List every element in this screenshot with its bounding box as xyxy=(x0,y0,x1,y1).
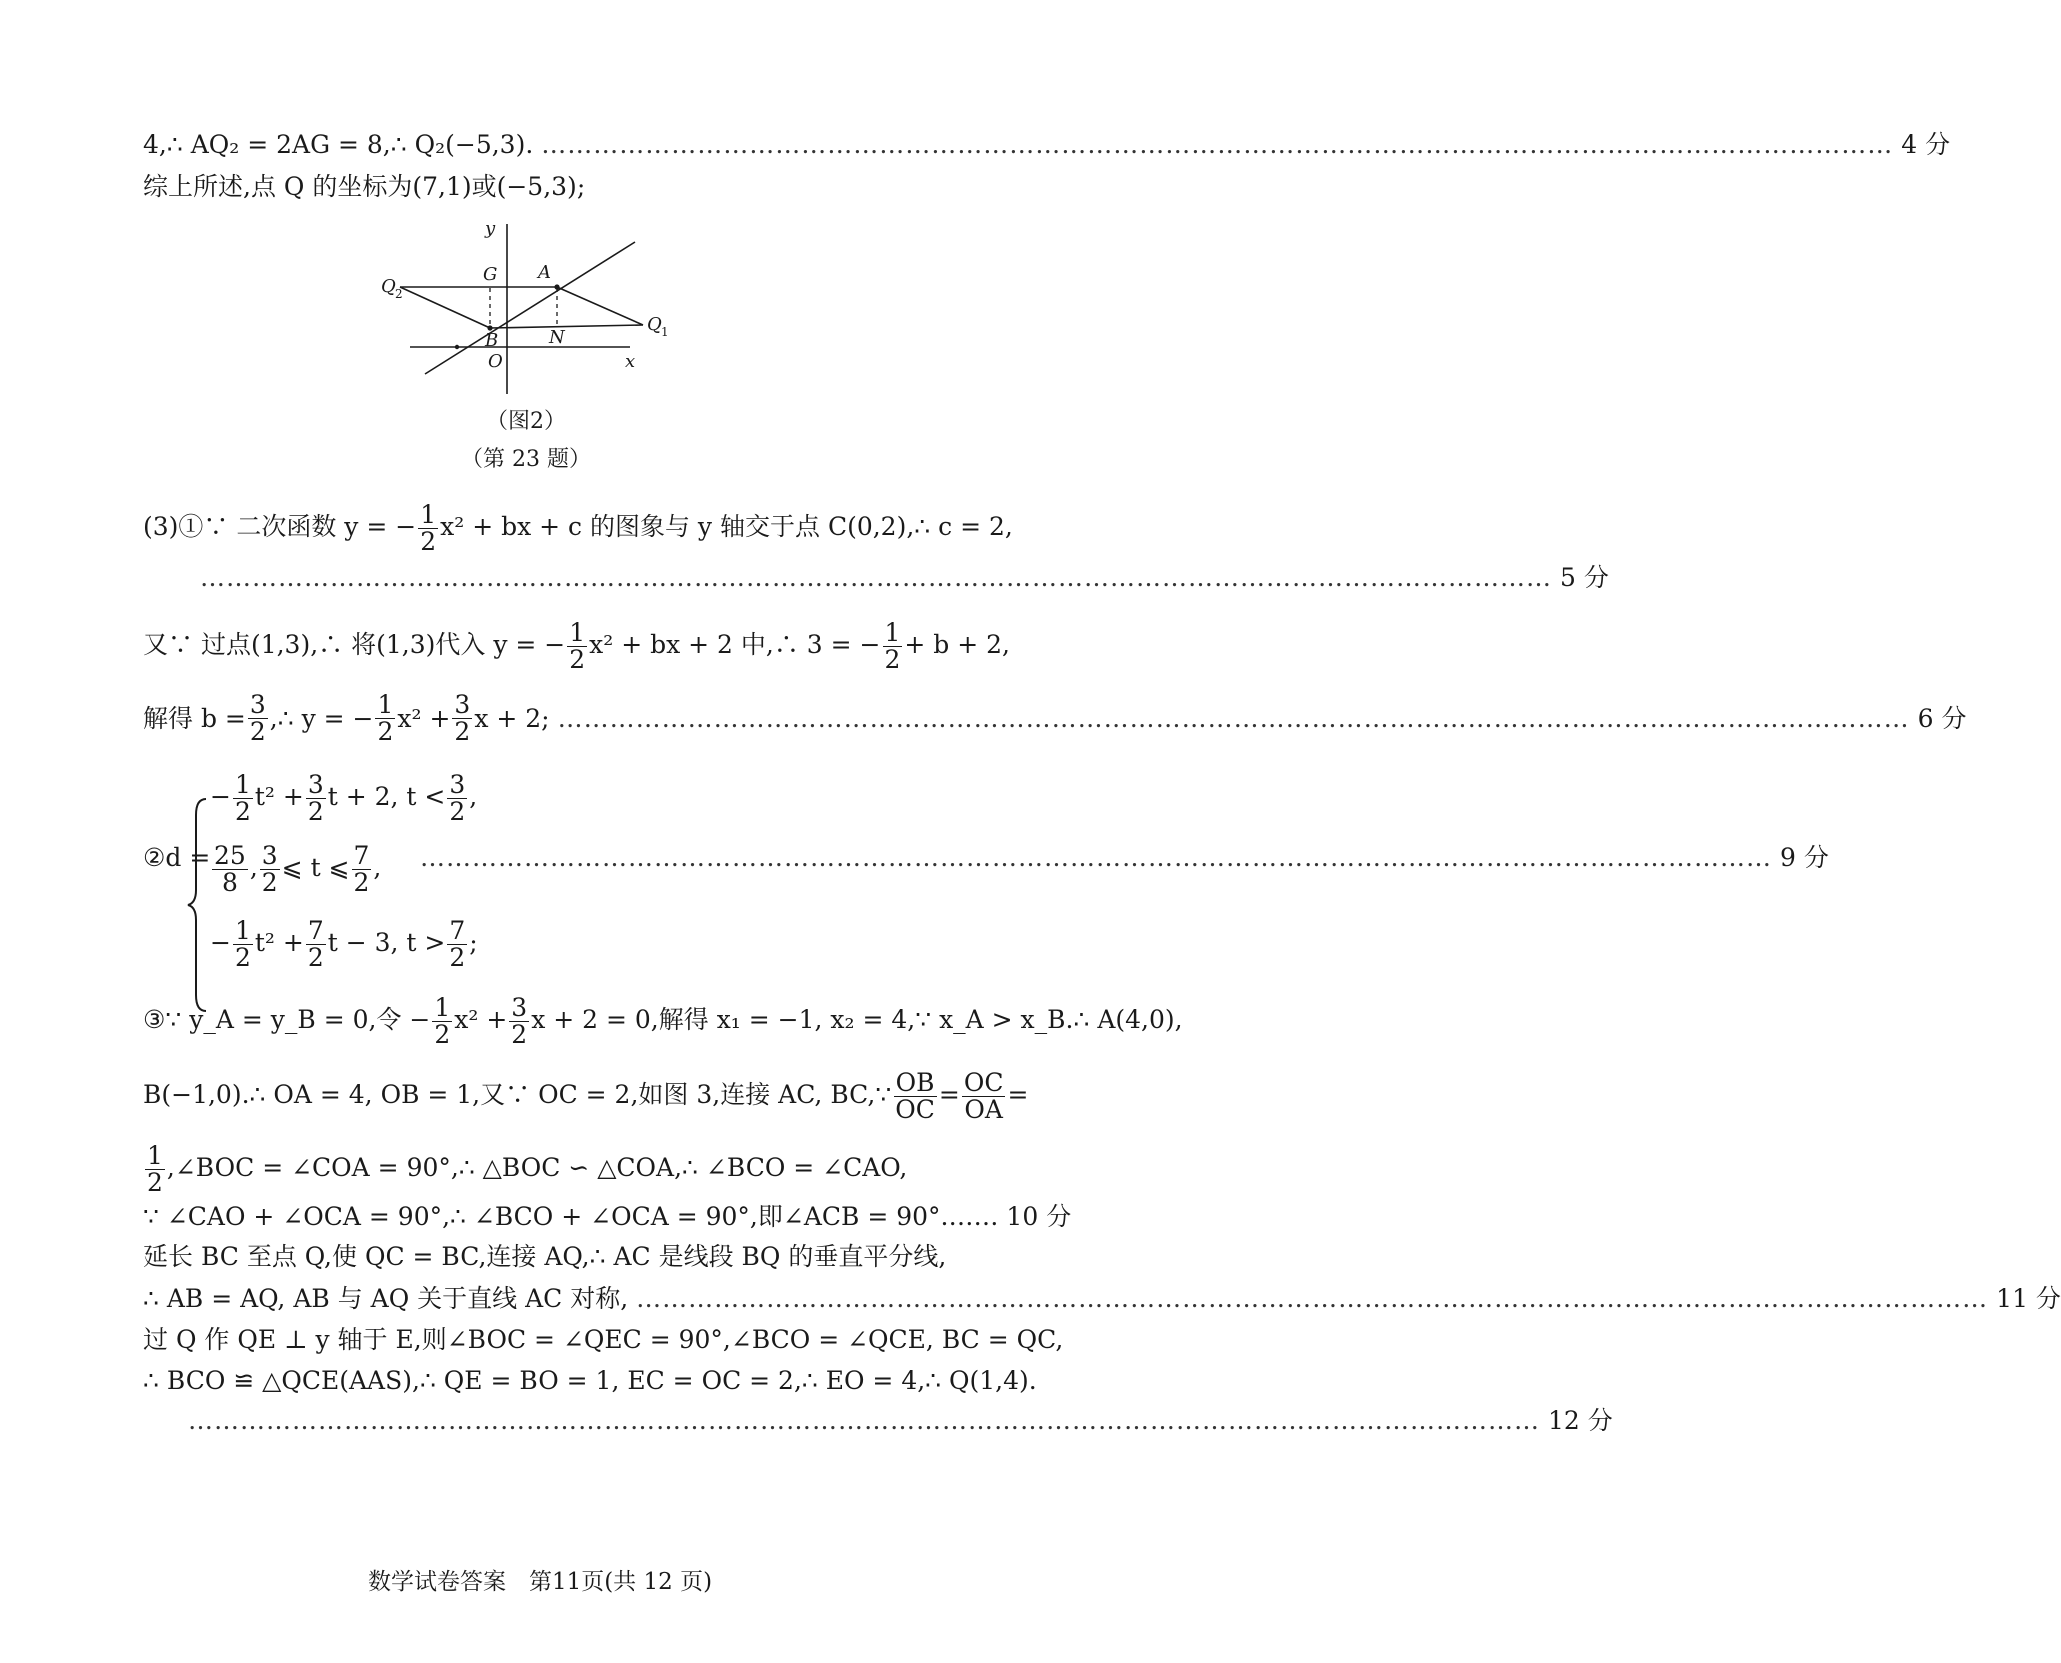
score-label: 5 分 xyxy=(1560,563,1609,592)
answer-line xyxy=(143,130,1951,160)
leader-dots: ………………………………………………………………………………………………………………………………………… xyxy=(188,1406,1540,1435)
score-label: …… 10 分 xyxy=(948,1202,1072,1231)
answer-line: 延长 BC 至点 Q,使 QC = BC,连接 AQ,∴ AC 是线段 BQ 的垂直平分线, xyxy=(143,1242,947,1271)
answer-line xyxy=(420,843,1829,873)
answer-line: B(−1,0).∴ OA = 4, OB = 1,又∵ OC = 2,如图 3,连接 AC, BC,∵ $\frac{OB}{OC}$ = $\frac{OC}{OA}$ = xyxy=(143,1068,1029,1124)
line-text: 4,∴ AQ₂ = 2AG = 8,∴ Q₂(−5,3). xyxy=(143,130,534,159)
answer-line: ③∵ y_A = y_B = 0,令 − $\frac{1}{2}$ x² + $\frac{3}{2}$ x + 2 = 0,解得 x₁ = −1, x₂ = 4,∵ x_A > x_B.∴ A(4,0), xyxy=(143,993,1183,1049)
line-text: x + 2; xyxy=(474,703,550,733)
answer-line xyxy=(143,500,1013,556)
answer-line xyxy=(188,1406,1613,1436)
fraction: $\frac{1}{2}$ xyxy=(420,500,437,556)
line-text: 又∵ 过点(1,3),∴ 将(1,3)代入 y = − xyxy=(143,630,566,659)
leader-dots: ………………………………………………………………………………………………………………………………………… xyxy=(200,563,1552,592)
fraction: $\frac{3}{2}$ xyxy=(249,690,266,746)
point-a xyxy=(554,284,559,289)
coordinate-figure xyxy=(381,218,715,422)
score-label: 6 分 xyxy=(1917,703,1967,733)
point-left xyxy=(455,345,459,349)
page-footer: 数学试卷答案 第11页(共 12 页) xyxy=(367,1569,713,1595)
answer-line xyxy=(143,1202,1072,1232)
label-g: G xyxy=(483,264,498,285)
segment-a-q1 xyxy=(557,287,643,325)
fraction: $\frac{1}{2}$ xyxy=(884,618,901,674)
piece-case-2: $\frac{25}{8}$ , $\frac{3}{2}$ ⩽ t ⩽ $\frac{7}{2}$ , xyxy=(214,841,382,897)
answer-line: 过 Q 作 QE ⊥ y 轴于 E,则∠BOC = ∠QEC = 90°,∠BCO = ∠QCE, BC = QC, xyxy=(143,1325,1064,1354)
line-text: ,∴ y = − xyxy=(269,703,374,733)
line-text: x² + xyxy=(397,703,451,733)
line-text: x² + bx + 2 中,∴ 3 = − xyxy=(589,630,881,659)
segment-b-q1 xyxy=(490,325,643,328)
label-q1-sub: 1 xyxy=(661,325,669,339)
leader-dots: ………………………………………………………………………………………………………………………………………… xyxy=(420,843,1772,872)
piecewise-label: ②d = xyxy=(143,843,211,872)
score-label: 11 分 xyxy=(1996,1284,2061,1313)
fraction: $\frac{3}{2}$ xyxy=(454,690,471,746)
score-label: 9 分 xyxy=(1780,843,1829,872)
leader-dots: ………………………………………………………………………………………………………………………………………… xyxy=(541,130,1894,159)
leader-dots: ………………………………………………………………………………………………………………………………………… xyxy=(557,703,1910,733)
label-a: A xyxy=(538,262,551,283)
label-n: N xyxy=(549,327,565,348)
fraction: $\frac{1}{2}$ xyxy=(377,690,394,746)
answer-line: $\frac{1}{2}$ ,∠BOC = ∠COA = 90°,∴ △BOC ∽ △COA,∴ ∠BCO = ∠CAO, xyxy=(147,1141,908,1197)
line-text: ∵ ∠CAO + ∠OCA = 90°,∴ ∠BCO + ∠OCA = 90°,即∠ACB = 90°. xyxy=(143,1202,949,1231)
fraction: $\frac{1}{2}$ xyxy=(569,618,586,674)
label-x: x xyxy=(625,351,636,372)
left-brace xyxy=(186,795,210,1015)
answer-line xyxy=(143,618,1010,674)
label-q1: Q xyxy=(647,314,662,335)
answer-line xyxy=(143,1284,2061,1314)
answer-line: 综上所述,点 Q 的坐标为(7,1)或(−5,3); xyxy=(143,172,586,201)
score-label: 12 分 xyxy=(1548,1406,1613,1435)
line-text: (3)①∵ 二次函数 y = − xyxy=(143,512,417,541)
score-label: 4 分 xyxy=(1901,130,1951,159)
segment-q2-b xyxy=(400,287,490,328)
line-text: + b + 2, xyxy=(904,630,1010,659)
answer-line xyxy=(200,563,1609,593)
answer-line xyxy=(143,690,1967,746)
label-o: O xyxy=(488,351,503,372)
line-text: ∴ AB = AQ, AB 与 AQ 关于直线 AC 对称, xyxy=(143,1284,629,1313)
line-text: x² + bx + c 的图象与 y 轴交于点 C(0,2),∴ c = 2, xyxy=(440,512,1013,541)
label-y: y xyxy=(485,218,496,239)
piece-case-1: − $\frac{1}{2}$ t² + $\frac{3}{2}$ t + 2, t < $\frac{3}{2}$ , xyxy=(210,770,478,826)
answer-line: ∴ BCO ≌ △QCE(AAS),∴ QE = BO = 1, EC = OC = 2,∴ EO = 4,∴ Q(1,4). xyxy=(143,1366,1037,1395)
line-text: 解得 b = xyxy=(143,703,246,733)
leader-dots: ………………………………………………………………………………………………………………………………………… xyxy=(636,1284,1989,1313)
label-b: B xyxy=(485,330,499,351)
question-caption: （第 23 题） xyxy=(461,447,591,472)
label-q2-sub: 2 xyxy=(395,287,403,301)
label-q2: Q xyxy=(381,276,396,297)
figure-caption: （图2） xyxy=(486,409,566,434)
piece-case-3: − $\frac{1}{2}$ t² + $\frac{7}{2}$ t − 3, t > $\frac{7}{2}$ ; xyxy=(210,916,478,972)
